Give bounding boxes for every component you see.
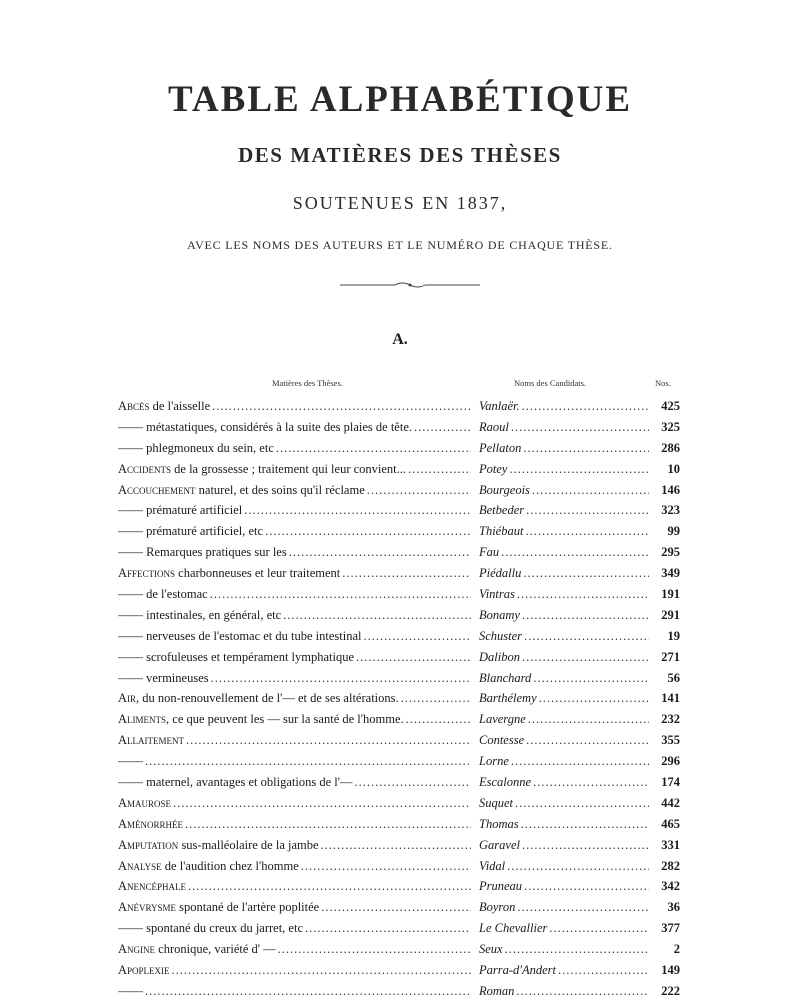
subject-text: maternel, avantages et obligations de l'— [143,775,353,790]
dot-leader [244,500,471,521]
candidate-cell [479,521,649,542]
dot-leader [509,459,649,480]
subject-text: prématuré artificiel [143,503,243,518]
dot-leader [522,396,649,417]
table-row [118,500,680,521]
thesis-number: 174 [661,775,680,790]
dot-leader [521,814,649,835]
page-subtitle: DES MATIÈRES DES THÈSES [238,143,562,167]
column-header-numbers: Nos. [655,378,671,388]
candidate-name: Vidal [479,858,506,873]
subject-head: Aménorrhée [118,816,184,831]
subject-text: métastatiques, considérés à la suite des plaies de tête. [143,419,413,434]
dot-leader [321,835,471,856]
dot-leader [406,709,471,730]
subject-text: sus-malléolaire de la jambe [178,837,319,852]
subject-head: Accouchement [118,482,196,497]
candidate-cell [479,668,649,689]
table-row [118,563,680,584]
subject-cell [118,438,471,459]
dot-leader [516,981,649,1002]
candidate-cell [479,626,649,647]
subject-cell [118,856,471,877]
candidate-cell [479,563,649,584]
table-row [118,751,680,772]
subject-head: —— [118,607,143,622]
subject-text: spontané de l'artère poplitée [176,900,320,915]
table-row [118,939,680,960]
thesis-number: 442 [661,795,680,810]
subject-text: phlegmoneux du sein, etc [143,440,274,455]
subject-head: Accidents [118,461,172,476]
subject-text: , du non-renouvellement de l'— et de ses altérations. [136,691,399,706]
thesis-number: 36 [667,900,680,915]
dot-leader [522,647,649,668]
dot-leader [401,688,471,709]
column-header-subjects: Matières des Thèses. [272,378,343,388]
ornament-divider [340,281,480,289]
candidate-name: Raoul [479,419,509,434]
candidate-cell [479,814,649,835]
subject-head: —— [118,649,143,664]
subject-head: —— [118,419,143,434]
thesis-number: 282 [661,858,680,873]
candidate-cell [479,730,649,751]
table-row [118,835,680,856]
subject-head: Amaurose [118,795,172,810]
table-row [118,521,680,542]
subject-head: Anévrysme [118,900,177,915]
subject-cell [118,668,471,689]
thesis-number: 10 [667,461,680,476]
candidate-cell [479,751,649,772]
candidate-cell [479,688,649,709]
dot-leader [408,459,471,480]
dot-leader [172,960,471,981]
thesis-number: 425 [661,399,680,413]
dot-leader [533,668,649,689]
subject-cell [118,542,471,563]
candidate-cell [479,480,649,501]
dot-leader [414,417,471,438]
candidate-name: Escalonne [479,775,532,790]
dot-leader [523,438,649,459]
candidate-cell [479,438,649,459]
subject-head: —— [118,524,143,539]
thesis-number: 191 [661,587,680,602]
subject-cell [118,730,471,751]
candidate-name: Thiébaut [479,524,524,539]
thesis-number: 295 [661,545,680,560]
subject-cell [118,688,471,709]
subject-text: chronique, variété d' — [155,942,276,957]
candidate-cell [479,939,649,960]
thesis-number: 342 [661,879,680,894]
candidate-cell [479,396,649,417]
subject-text: vermineuses [143,670,209,685]
subject-head: Amputation [118,837,179,852]
thesis-number: 296 [661,754,680,769]
candidate-name: Bonamy [479,607,520,622]
subject-head: Affections [118,566,176,581]
thesis-number: 377 [661,921,680,936]
candidate-name: Piédallu [479,566,522,581]
dot-leader [145,751,471,772]
candidate-name: Barthélemy [479,691,537,706]
dot-leader [173,793,471,814]
dot-leader [321,897,471,918]
thesis-number: 349 [661,566,680,581]
dot-leader [145,981,471,1002]
table-row [118,584,680,605]
dot-leader [283,605,471,626]
dot-leader [523,563,649,584]
table-row [118,605,680,626]
subject-text: nerveuses de l'estomac et du tube intestinal [143,628,362,643]
candidate-name: Roman [479,983,515,998]
candidate-name: Lavergne [479,712,526,727]
candidate-cell [479,918,649,939]
thesis-number: 325 [661,419,680,434]
subject-cell [118,939,471,960]
dot-leader [526,730,649,751]
subject-text: , ce que peuvent les — sur la santé de l'homme. [166,712,404,727]
table-row [118,772,680,793]
table-row [118,897,680,918]
table-row [118,438,680,459]
entry-list [118,396,680,1002]
subject-head: —— [118,587,143,602]
dot-leader [524,876,649,897]
candidate-name: Seux [479,942,503,957]
subject-head: —— [118,983,143,998]
dot-leader [211,668,471,689]
table-row [118,960,680,981]
subject-cell [118,793,471,814]
subject-cell [118,918,471,939]
subject-head: —— [118,628,143,643]
subject-cell [118,563,471,584]
dot-leader [185,814,471,835]
candidate-cell [479,500,649,521]
candidate-name: Boyron [479,900,516,915]
dot-leader [522,835,649,856]
subject-head: Analyse [118,858,162,873]
dot-leader [342,563,471,584]
dot-leader [524,626,649,647]
dot-leader [289,542,471,563]
subject-cell [118,709,471,730]
table-row [118,856,680,877]
page-title: TABLE ALPHABÉTIQUE [167,79,632,120]
dot-leader [517,897,649,918]
candidate-cell [479,876,649,897]
candidate-cell [479,960,649,981]
dot-leader [501,542,649,563]
dot-leader [511,417,649,438]
candidate-name: Fau [479,545,500,560]
candidate-name: Bourgeois [479,482,530,497]
subject-head: Anencéphale [118,879,187,894]
table-row [118,647,680,668]
candidate-cell [479,897,649,918]
dot-leader [558,960,649,981]
thesis-number: 146 [661,482,680,497]
subject-text: spontané du creux du jarret, etc [143,921,304,936]
subject-cell [118,647,471,668]
subject-text: de l'audition chez l'homme [161,858,299,873]
table-row [118,480,680,501]
dot-leader [364,626,471,647]
candidate-cell [479,647,649,668]
candidate-name: Suquet [479,795,514,810]
subject-head: —— [118,503,143,518]
dot-leader [549,918,649,939]
subject-cell [118,981,471,1002]
subject-cell [118,605,471,626]
table-row [118,396,680,417]
dot-leader [533,772,649,793]
subject-text: charbonneuses et leur traitement [175,566,341,581]
subject-cell [118,897,471,918]
table-row [118,459,680,480]
dot-leader [522,605,649,626]
dot-leader [265,521,471,542]
table-row [118,730,680,751]
candidate-cell [479,793,649,814]
subject-head: Air [118,691,137,706]
dot-leader [276,438,471,459]
table-row [118,981,680,1002]
subject-text: intestinales, en général, etc [143,607,282,622]
subject-head: Allaitement [118,733,185,748]
candidate-cell [479,856,649,877]
subject-cell [118,626,471,647]
subject-text: de l'aisselle [149,399,211,413]
candidate-name: Garavel [479,837,520,852]
subject-head: —— [118,440,143,455]
thesis-number: 149 [661,963,680,978]
candidate-cell [479,605,649,626]
subject-head: Abcès [118,399,150,413]
thesis-number: 19 [667,628,680,643]
subject-text: prématuré artificiel, etc [143,524,264,539]
table-row [118,626,680,647]
candidate-cell [479,584,649,605]
dot-leader [528,709,649,730]
thesis-number: 323 [661,503,680,518]
subject-cell [118,584,471,605]
candidate-name: Lorne [479,754,509,769]
candidate-name: Contesse [479,733,525,748]
dot-leader [210,584,471,605]
subject-head: Angine [118,942,156,957]
dot-leader [354,772,471,793]
thesis-number: 99 [667,524,680,539]
subject-text: Remarques pratiques sur les [143,545,287,560]
thesis-number: 232 [661,712,680,727]
candidate-name: Pruneau [479,879,523,894]
thesis-number: 286 [661,440,680,455]
column-header-candidates: Noms des Candidats. [514,378,587,388]
section-letter: A. [392,331,408,348]
subject-cell [118,751,471,772]
thesis-number: 331 [661,837,680,852]
dot-leader [212,396,471,417]
subject-head: —— [118,670,143,685]
subject-text: naturel, et des soins qu'il réclame [195,482,365,497]
dot-leader [305,918,471,939]
candidate-name: Parra-d'Andert [479,963,556,978]
table-row [118,709,680,730]
dot-leader [515,793,649,814]
candidate-name: Blanchard [479,670,532,685]
dot-leader [532,480,649,501]
subject-cell [118,814,471,835]
subject-cell [118,835,471,856]
table-row [118,668,680,689]
dot-leader [367,480,471,501]
table-row [118,918,680,939]
subject-cell [118,500,471,521]
table-row [118,688,680,709]
table-row [118,417,680,438]
dot-leader [505,939,649,960]
dot-leader [188,876,471,897]
table-row [118,876,680,897]
candidate-cell [479,542,649,563]
candidate-name: Thomas [479,816,519,831]
subject-head: —— [118,775,143,790]
subject-text: de la grossesse ; traitement qui leur convient... [171,461,407,476]
candidate-name: Betbeder [479,503,525,518]
thesis-number: 222 [661,983,680,998]
dot-leader [278,939,471,960]
thesis-number: 56 [667,670,680,685]
thesis-number: 465 [661,816,680,831]
dot-leader [301,856,471,877]
subject-cell [118,417,471,438]
thesis-number: 355 [661,733,680,748]
title-description: AVEC LES NOMS DES AUTEURS ET LE NUMÉRO DE CHAQUE THÈSE. [187,238,613,252]
dot-leader [186,730,471,751]
candidate-name: Schuster [479,628,523,643]
subject-head: Aliments [118,712,167,727]
candidate-cell [479,835,649,856]
candidate-cell [479,981,649,1002]
dot-leader [507,856,649,877]
subject-cell [118,772,471,793]
dot-leader [356,647,471,668]
subject-cell [118,459,471,480]
subject-text: de l'estomac [143,587,208,602]
candidate-name: Potey [479,461,508,476]
subject-cell [118,876,471,897]
candidate-name: Dalibon [479,649,520,664]
subject-cell [118,960,471,981]
subject-head: —— [118,921,143,936]
dot-leader [539,688,649,709]
subject-head: —— [118,754,143,769]
table-row [118,542,680,563]
year-line: SOUTENUES EN 1837, [292,193,508,213]
thesis-number: 291 [661,607,680,622]
thesis-number: 271 [661,649,680,664]
subject-cell [118,396,471,417]
dot-leader [525,521,649,542]
candidate-cell [479,417,649,438]
dot-leader [511,751,649,772]
subject-head: —— [118,545,143,560]
dot-leader [526,500,649,521]
subject-cell [118,521,471,542]
table-row [118,814,680,835]
candidate-name: Vintras [479,587,515,602]
dot-leader [517,584,649,605]
candidate-name: Vanlaër. [479,399,520,413]
table-row [118,793,680,814]
subject-text: scrofuleuses et tempérament lymphatique [143,649,355,664]
candidate-cell [479,459,649,480]
candidate-name: Le Chevallier [479,921,548,936]
candidate-name: Pellaton [479,440,522,455]
subject-cell [118,480,471,501]
subject-head: Apoplexie [118,963,170,978]
candidate-cell [479,709,649,730]
candidate-cell [479,772,649,793]
thesis-number: 141 [661,691,680,706]
thesis-number: 2 [673,942,680,957]
